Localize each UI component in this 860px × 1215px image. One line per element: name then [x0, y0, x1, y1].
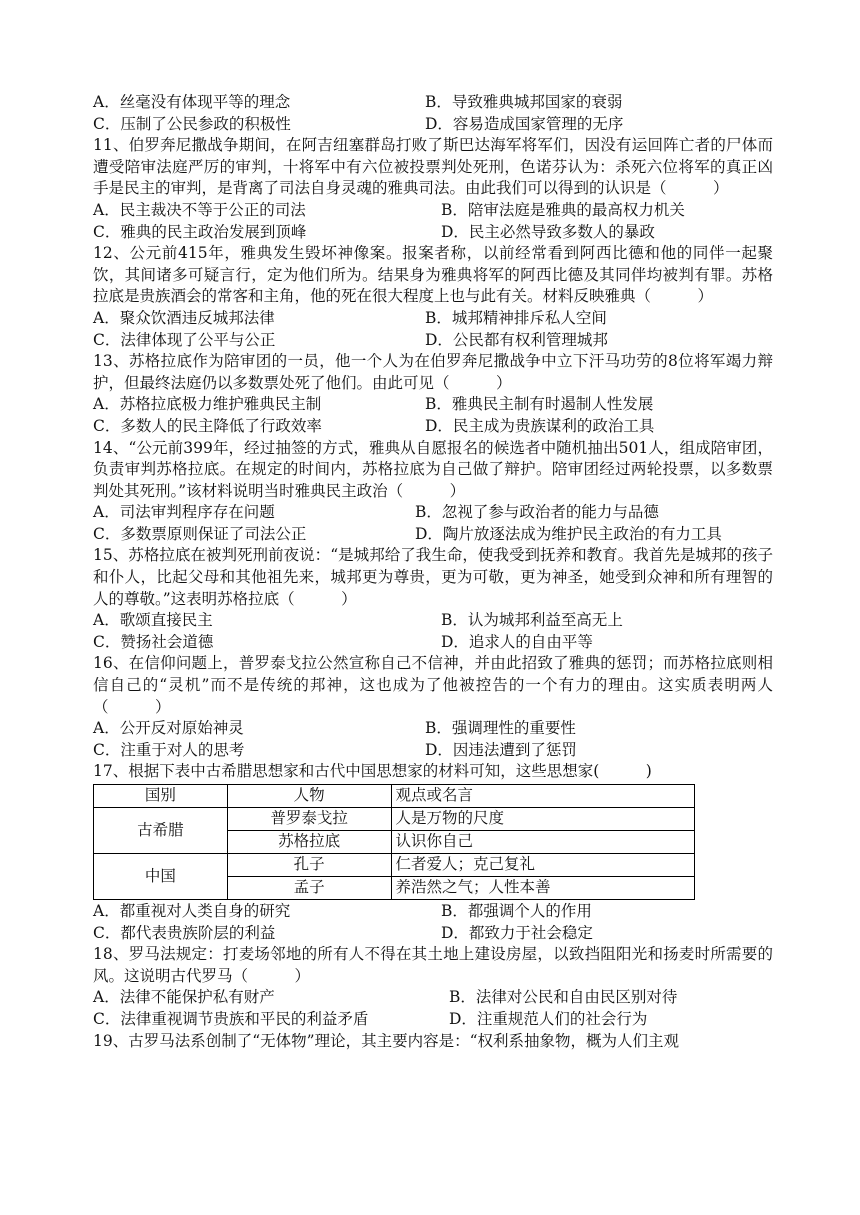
quote-cell: 仁者爱人；克己复礼: [391, 854, 695, 877]
option-a: A．公开反对原始神灵: [93, 719, 244, 738]
person-cell: 苏格拉底: [227, 831, 391, 854]
question-15-stem: 15、苏格拉底在被判死刑前夜说：“是城邦给了我生命，使我受到抚养和教育。我首先是城邦的孩子和仆人，比起父母和其他祖先来，城邦更为尊贵，更为可敬，更为神圣，她受到众神和所有理智的人的尊敬。”这表明苏格拉底（ ）: [93, 546, 773, 608]
option-d: D．容易造成国家管理的无序: [425, 114, 624, 133]
option-c: C．多数票原则保证了司法公正: [93, 524, 307, 543]
q13-options: [93, 394, 773, 437]
option-b: B．雅典民主制有时遏制人性发展: [425, 395, 654, 414]
option-a: A．聚众饮酒违反城邦法律: [93, 308, 275, 327]
q17-options: [93, 901, 773, 944]
table-row: [94, 808, 695, 831]
option-b: B．忽视了参与政治者的能力与品德: [415, 503, 659, 522]
option-c: C．都代表贵族阶层的利益: [93, 923, 276, 942]
option-c: C．雅典的民主政治发展到顶峰: [93, 222, 307, 241]
question-18-stem: 18、罗马法规定：打麦场邻地的所有人不得在其土地上建设房屋，以致挡阻阳光和扬麦时所需要的风。这说明古代罗马（ ）: [93, 945, 773, 985]
option-c: C．多数人的民主降低了行政效率: [93, 416, 322, 435]
quote-cell: 人是万物的尺度: [391, 808, 695, 831]
option-d: D．陶片放逐法成为维护民主政治的有力工具: [415, 524, 722, 543]
option-c: C．赞扬社会道德: [93, 632, 214, 651]
option-d: D．注重规范人们的社会行为: [449, 1009, 648, 1028]
table-header: 国别: [94, 785, 228, 808]
option-b: B．强调理性的重要性: [425, 719, 576, 738]
option-a: A．苏格拉底极力维护雅典民主制: [93, 395, 322, 414]
option-b: B．城邦精神排斥私人空间: [425, 308, 607, 327]
q18-options: [93, 987, 773, 1030]
option-a: A．歌颂直接民主: [93, 611, 213, 630]
option-b: B．导致雅典城邦国家的衰弱: [425, 93, 623, 111]
person-cell: 孟子: [227, 877, 391, 900]
table-header: 人物: [227, 785, 391, 808]
option-a: A．民主裁决不等于公正的司法: [93, 200, 306, 219]
option-a: A．司法审判程序存在问题: [93, 503, 275, 522]
option-a: A．丝毫没有体现平等的理念: [93, 93, 291, 111]
option-c: C．注重于对人的思考: [93, 740, 245, 759]
option-b: B．陪审法庭是雅典的最高权力机关: [441, 200, 685, 219]
option-d: D．民主必然导致多数人的暴政: [441, 222, 655, 241]
option-d: D．都致力于社会稳定: [441, 923, 593, 942]
person-cell: 普罗泰戈拉: [227, 808, 391, 831]
option-c: C．法律重视调节贵族和平民的利益矛盾: [93, 1009, 369, 1028]
quote-cell: 养浩然之气；人性本善: [391, 877, 695, 900]
question-11-stem: 11、伯罗奔尼撒战争期间，在阿吉纽塞群岛打败了斯巴达海军将军们，因没有运回阵亡者的尸体而遭受陪审法庭严厉的审判，十将军中有六位被投票判处死刑，色诺芬认为：杀死六位将军的真正凶手是民主的审判，是背离了司法自身灵魂的雅典司法。由此我们可以得到的认识是（ ）: [93, 136, 773, 198]
q10-options: [93, 92, 773, 135]
q11-options: [93, 200, 773, 243]
option-d: D．民主成为贵族谋利的政治工具: [425, 416, 655, 435]
option-a: A．都重视对人类自身的研究: [93, 902, 291, 920]
option-d: D．追求人的自由平等: [441, 632, 593, 651]
table-header: 观点或名言: [391, 785, 695, 808]
quote-cell: 认识你自己: [391, 831, 695, 854]
option-a: A．法律不能保护私有财产: [93, 988, 275, 1007]
table-row: [94, 854, 695, 877]
option-c: C．法律体现了公平与公正: [93, 330, 276, 349]
question-13-stem: 13、苏格拉底作为陪审团的一员，他一个人为在伯罗奔尼撒战争中立下汗马功劳的8位将军竭力辩护，但最终法庭仍以多数票处死了他们。由此可见（ ）: [93, 352, 773, 392]
option-d: D．因违法遭到了惩罚: [425, 740, 577, 759]
option-d: D．公民都有权利管理城邦: [425, 330, 608, 349]
question-12-stem: 12、公元前415年，雅典发生毁坏神像案。报案者称，以前经常看到阿西比德和他的同伴一起聚饮，其间诸多可疑言行，定为他们所为。结果身为雅典将军的阿西比德及其同伴均被判有罪。苏格拉底是贵族酒会的常客和主角，他的死在很大程度上也与此有关。材料反映雅典（ ）: [93, 244, 773, 306]
option-b: B．都强调个人的作用: [441, 902, 592, 920]
q12-options: [93, 308, 773, 351]
q16-options: [93, 718, 773, 761]
option-c: C．压制了公民参政的积极性: [93, 114, 291, 133]
option-b: B．认为城邦利益至高无上: [441, 611, 623, 630]
question-16-stem: 16、在信仰问题上，普罗泰戈拉公然宣称自己不信神，并由此招致了雅典的惩罚；而苏格拉底则相信自己的“灵机”而不是传统的邦神，这也成为了他被控告的一个有力的理由。这实质表明两人（ ）: [93, 654, 773, 716]
q14-options: [93, 502, 773, 545]
country-cell: 中国: [94, 854, 228, 900]
question-19-stem: 19、古罗马法系创制了“无体物”理论，其主要内容是：“权利系抽象物，概为人们主观: [93, 1031, 679, 1050]
q15-options: [93, 610, 773, 653]
table-header-row: [94, 785, 695, 808]
person-cell: 孔子: [227, 854, 391, 877]
option-b: B．法律对公民和自由民区别对待: [449, 988, 678, 1007]
question-14-stem: 14、“公元前399年，经过抽签的方式，雅典从自愿报名的候选者中随机抽出501人，组成陪审团，负责审判苏格拉底。在规定的时间内，苏格拉底为自己做了辩护。陪审团经过两轮投票，以多数票判处其死刑。”该材料说明当时雅典民主政治（ ）: [93, 438, 773, 500]
question-17-stem: 17、根据下表中古希腊思想家和古代中国思想家的材料可知，这些思想家( ): [93, 762, 652, 781]
thinkers-table: [93, 784, 695, 900]
country-cell: 古希腊: [94, 808, 228, 854]
exam-page: [93, 92, 773, 1052]
